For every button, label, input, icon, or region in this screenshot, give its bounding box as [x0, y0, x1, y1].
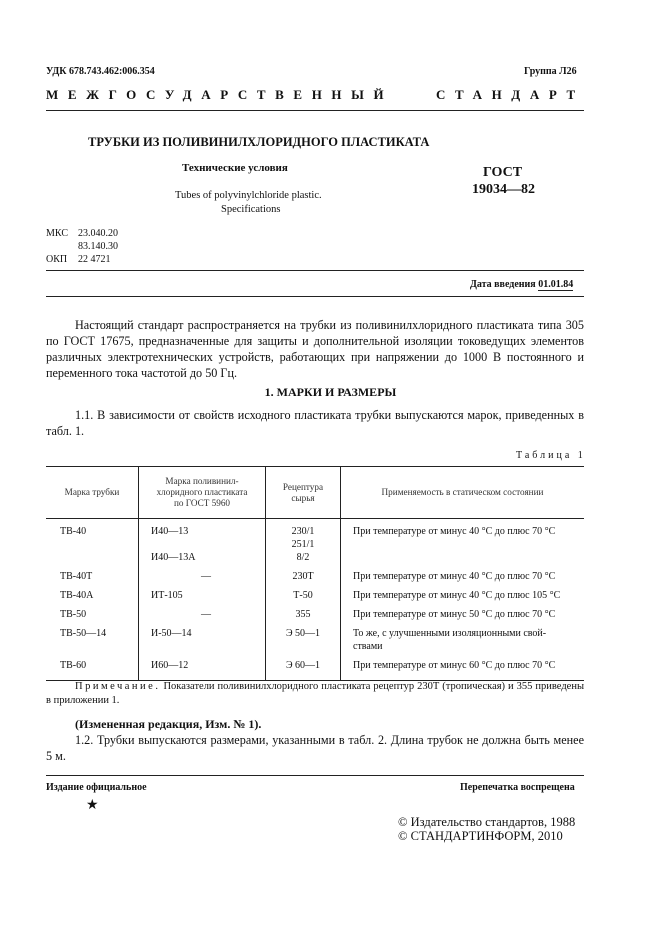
date-divider [46, 296, 584, 297]
cell-tube-mark: ТВ-40А [60, 590, 94, 601]
header-plastic-mark [139, 467, 266, 519]
cell-tube-mark: ТВ-60 [46, 657, 139, 681]
cell-tube-mark: ТВ-40 [60, 526, 87, 537]
intro-date [470, 279, 573, 290]
cell-applicability: При температуре от минус 40 °С до плюс 105 °С [341, 587, 585, 606]
cell-recipe: 355 [266, 606, 341, 625]
header-recipe-line2: сырья [291, 492, 315, 503]
mks-code-2: 83.140.30 [78, 241, 118, 252]
table-row [46, 587, 584, 606]
header-divider [46, 110, 584, 111]
cell-applicability [341, 625, 585, 657]
intro-date-value: 01.01.84 [538, 279, 574, 290]
group-code: Группа Л26 [524, 66, 577, 77]
cell-plastic-mark: И60—12 [139, 657, 266, 681]
cell-tube-mark: ТВ-50 [60, 609, 87, 620]
header-plastic-line2: хлоридного пластиката [156, 487, 248, 497]
table-row [46, 657, 584, 681]
section-1-heading: 1. МАРКИ И РАЗМЕРЫ [264, 385, 397, 399]
header-applicability: Применяемость в статическом состоянии [341, 467, 585, 519]
codes-divider [46, 270, 584, 271]
cell-recipe-line1: 230/1 [291, 526, 315, 537]
reprint-prohibited: Перепечатка воспрещена [460, 782, 575, 793]
cell-plastic-mark: — [139, 568, 266, 587]
okp-label: ОКП [46, 254, 68, 265]
okp-code: 22 4721 [78, 254, 111, 265]
copyright-line1: © Издательство стандартов, 1988 [398, 815, 576, 829]
cell-tube-mark: ТВ-40Т [60, 571, 93, 582]
cell-plastic-line1: И40—13 [151, 526, 189, 537]
udk-code: УДК 678.743.462:006.354 [46, 66, 155, 77]
cell-recipe-line2: 251/1 [291, 539, 315, 550]
header-plastic-line1: Марка поливинил- [165, 476, 239, 486]
official-edition: Издание официальное [46, 782, 147, 793]
standard-type-word1: МЕЖГОСУДАРСТВЕННЫЙ [46, 87, 394, 102]
cell-applicability-line1: То же, с улучшенными изоляционными свой- [353, 628, 547, 639]
mks-code-1: 23.040.20 [78, 228, 118, 239]
table-row [46, 568, 584, 587]
table-1-note [46, 680, 584, 708]
header-recipe-line1: Рецептура [282, 481, 324, 492]
footer-divider [46, 775, 584, 776]
document-title: ТРУБКИ ИЗ ПОЛИВИНИЛХЛОРИДНОГО ПЛАСТИКАТА [88, 135, 430, 149]
table-row [46, 519, 584, 569]
cell-plastic-mark [139, 519, 266, 569]
copyright-line2: © СТАНДАРТИНФОРМ, 2010 [398, 829, 563, 843]
intro-paragraph: Настоящий стандарт распространяется на трубки из поливинилхлоридного пластиката типа 305 по ГОСТ 17675, предназначенные для защиты и дополнительной изоляции токоведущих элементов различных электротехнических устройств, работающих при напряжении до 1000 В постоянного и переменного тока частотой до 50 Гц. [46, 318, 584, 380]
gost-label: ГОСТ [483, 165, 523, 180]
standard-type-word2: СТАНДАРТ [436, 87, 585, 102]
table-1-caption: Таблица 1 [516, 450, 586, 461]
cell-applicability-line2: ствами [353, 641, 383, 652]
gost-number: 19034—82 [472, 182, 535, 197]
cell-applicability: При температуре от минус 60 °С до плюс 70 °С [341, 657, 585, 681]
table-header-row [46, 467, 584, 519]
star-icon: ★ [86, 798, 99, 813]
header-tube-mark: Марка трубки [46, 467, 139, 519]
mks-label: МКС [46, 228, 68, 239]
cell-plastic-mark: — [139, 606, 266, 625]
cell-plastic-mark: И-50—14 [139, 625, 266, 657]
cell-applicability: При температуре от минус 50 °С до плюс 70 °С [341, 606, 585, 625]
english-title-line2: Specifications [221, 204, 281, 215]
cell-tube-mark: ТВ-50—14 [60, 628, 107, 639]
header-plastic-line3: по ГОСТ 5960 [173, 498, 231, 508]
cell-recipe-line3: 8/2 [296, 552, 310, 563]
header-recipe [266, 467, 341, 519]
cell-applicability: При температуре от минус 40 °С до плюс 70 °С [341, 568, 585, 587]
table-1 [46, 466, 584, 681]
cell-plastic-mark: ИТ-105 [139, 587, 266, 606]
english-title-line1: Tubes of polyvinylchloride plastic. [175, 190, 322, 201]
cell-recipe: Т-50 [266, 587, 341, 606]
document-subtitle: Технические условия [182, 162, 288, 174]
cell-recipe: 230Т [266, 568, 341, 587]
paragraph-1-2: 1.2. Трубки выпускаются размерами, указанными в табл. 2. Длина трубок не должна быть менее 5 м. [46, 733, 584, 763]
note-text: Показатели поливинилхлоридного пластиката рецептур 230Т (тропическая) и 355 приведены в приложении 1. [46, 681, 584, 706]
cell-applicability: При температуре от минус 40 °С до плюс 70 °С [341, 519, 585, 569]
cell-recipe: Э 50—1 [266, 625, 341, 657]
note-label: Примечание. [75, 681, 161, 692]
cell-recipe [266, 519, 341, 569]
paragraph-1-1: 1.1. В зависимости от свойств исходного пластиката трубки выпускаются марок, приведенных в табл. 1. [46, 408, 584, 438]
cell-plastic-line2: И40—13А [151, 552, 196, 563]
intro-date-label: Дата введения [470, 279, 536, 290]
table-row [46, 606, 584, 625]
cell-recipe: Э 60—1 [266, 657, 341, 681]
revision-note: (Измененная редакция, Изм. № 1). [75, 717, 262, 731]
table-row [46, 625, 584, 657]
